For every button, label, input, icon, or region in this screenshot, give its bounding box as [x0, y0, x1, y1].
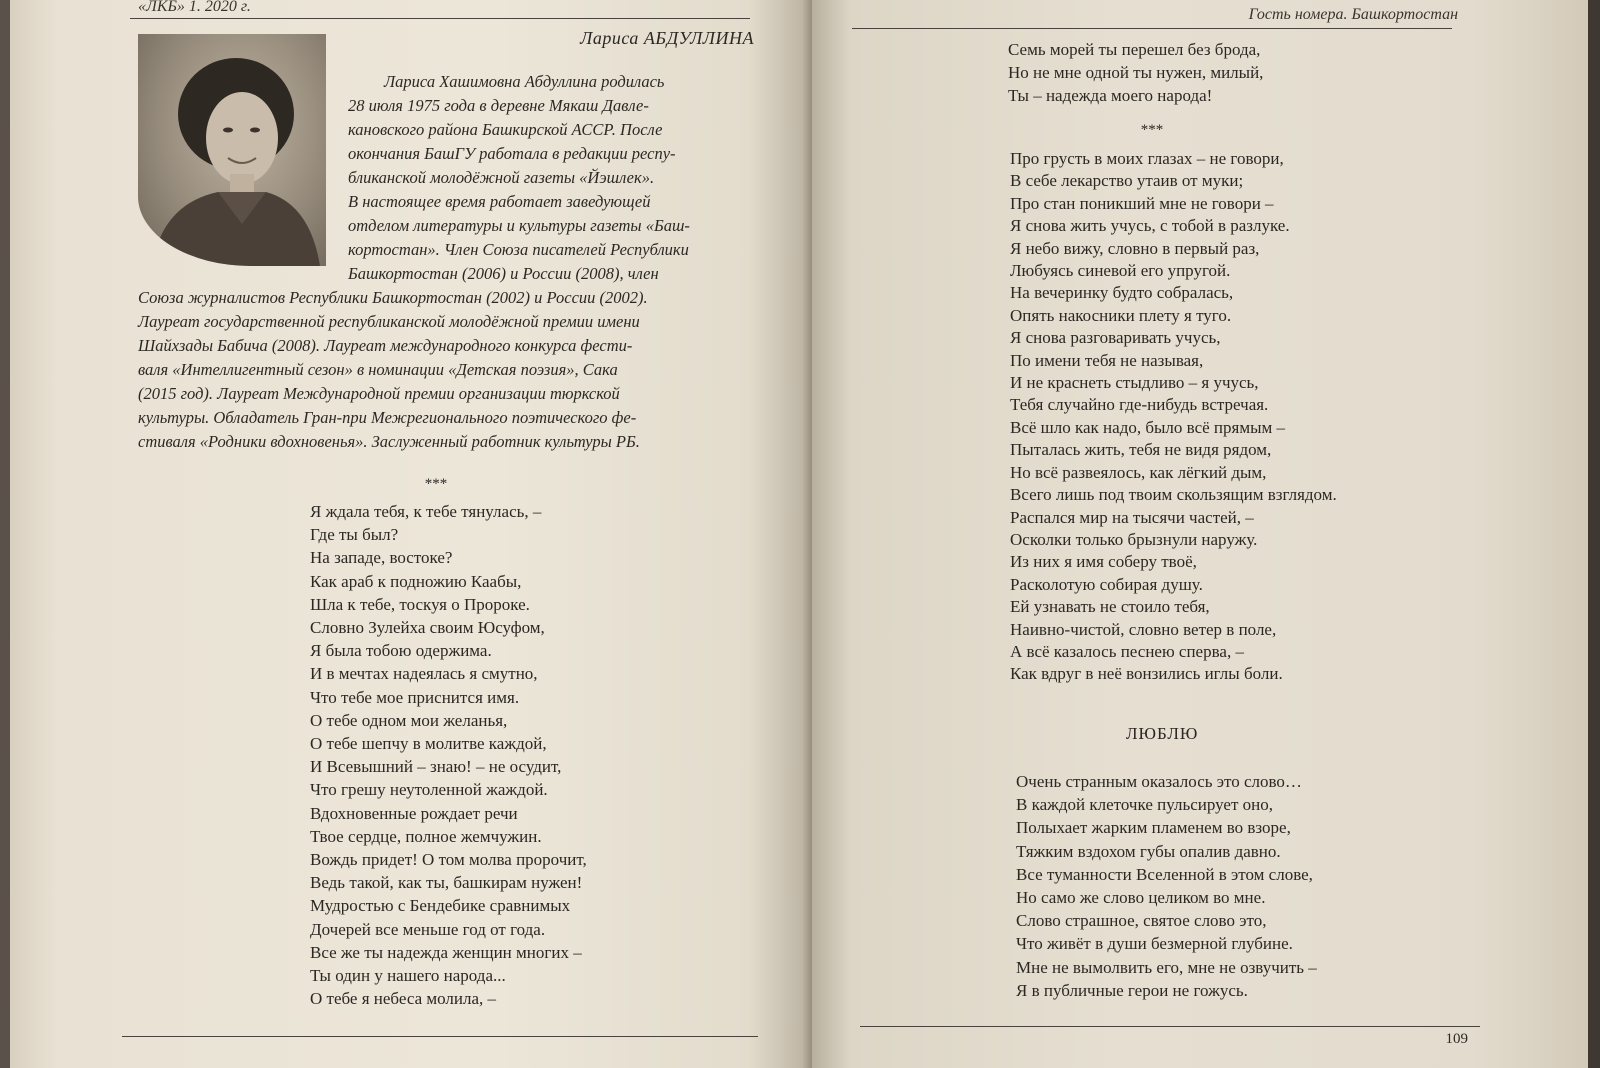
- poem-line: Осколки только брызнули наружу.: [1010, 529, 1258, 549]
- poem-line: Опять накосники плету я туго.: [1010, 305, 1232, 325]
- poem-line: Полыхает жарким пламенем во взоре,: [1016, 818, 1291, 838]
- poem-continued: [1008, 38, 1263, 108]
- poem-left: [310, 500, 587, 1010]
- poem-line: Где ты был?: [310, 525, 399, 545]
- poem-line: Наивно-чистой, словно ветер в поле,: [1010, 619, 1277, 639]
- left-page: [10, 0, 812, 1068]
- poem-line: Распался мир на тысячи частей, –: [1010, 507, 1254, 527]
- poem-line: И в мечтах надеялась я смутно,: [310, 664, 538, 684]
- poem-line: И не краснеть стыдливо – я учусь,: [1010, 373, 1259, 393]
- poem-line: Семь морей ты перешел без брода,: [1008, 40, 1261, 59]
- poem-line: Твое сердце, полное жемчужин.: [310, 826, 542, 846]
- poem-line: Про грусть в моих глазах – не говори,: [1010, 149, 1284, 168]
- poem-line: Все же ты надежда женщин многих –: [310, 942, 582, 962]
- bio-line: В настоящее время работает заведующей: [348, 192, 651, 211]
- footer-rule-right: [860, 1026, 1480, 1027]
- poem-line: Любуясь синевой его упругой.: [1010, 261, 1231, 281]
- poem-line: Но само же слово целиком во мне.: [1016, 888, 1266, 908]
- footer-rule-left: [122, 1036, 758, 1037]
- poem-line: Из них я имя соберу твоё,: [1010, 552, 1197, 572]
- poem-line: Все туманности Вселенной в этом слове,: [1016, 864, 1313, 884]
- bio-line: Лариса Хашимовна Абдуллина родилась: [384, 72, 665, 91]
- poem-line: Мне не вымолвить его, мне не озвучить –: [1016, 957, 1317, 977]
- poem-line: Вождь придет! О том молва пророчит,: [310, 850, 587, 870]
- poem-line: Как араб к подножию Каабы,: [310, 571, 522, 591]
- book-edge: [1588, 0, 1600, 1068]
- right-page: [812, 0, 1588, 1068]
- poem-line: Тебя случайно где-нибудь встречая.: [1010, 395, 1269, 415]
- section-separator: ***: [1140, 122, 1164, 138]
- bio-line: валя «Интеллигентный сезон» в номинации «Детская поэзия», Сака: [138, 360, 618, 379]
- header-rule-left: [130, 18, 750, 19]
- bio-line: Шайхзады Бабича (2008). Лауреат международного конкурса фести-: [138, 336, 633, 355]
- bio-line: кортостан». Член Союза писателей Республики: [348, 240, 689, 259]
- bio-line: Лауреат государственной республиканской молодёжной премии имени: [138, 312, 640, 331]
- bio-line: окончания БашГУ работала в редакции респу-: [348, 144, 676, 163]
- author-name: Лариса АБДУЛЛИНА: [580, 28, 754, 48]
- poem-line: Я была тобою одержима.: [310, 641, 492, 661]
- poem-line: Что тебе мое приснится имя.: [310, 687, 520, 707]
- poem-line: Я ждала тебя, к тебе тянулась, –: [310, 502, 542, 521]
- poem-line: Слово страшное, святое слово это,: [1016, 911, 1267, 931]
- poem-line: Но всё развеялось, как лёгкий дым,: [1010, 462, 1267, 482]
- bio-line: кановского района Башкирской АССР. После: [348, 120, 663, 139]
- poem-grust: [1010, 148, 1337, 686]
- poem-line: Дочерей все меньше год от года.: [310, 919, 546, 939]
- poem-line: Всего лишь под твоим скользящим взглядом.: [1010, 485, 1337, 505]
- bio-line: (2015 год). Лауреат Международной премии организации тюркской: [138, 384, 620, 403]
- bio-line: отделом литературы и культуры газеты «Баш-: [348, 216, 690, 235]
- running-head-left: «ЛКБ» 1. 2020 г.: [138, 0, 251, 15]
- poem-line: В каждой клеточке пульсирует оно,: [1016, 795, 1273, 815]
- poem-line: О тебе я небеса молила, –: [310, 989, 497, 1009]
- section-separator: ***: [424, 476, 448, 492]
- bio-line: стиваля «Родники вдохновенья». Заслуженный работник культуры РБ.: [138, 432, 640, 451]
- poem-line: Я снова разговаривать учусь,: [1010, 328, 1221, 348]
- poem-line: О тебе шепчу в молитве каждой,: [310, 734, 547, 754]
- poem-line: Ей узнавать не стоило тебя,: [1010, 597, 1210, 617]
- poem-line: Тяжким вздохом губы опалив давно.: [1016, 841, 1281, 861]
- poem-line: Про стан поникший мне не говори –: [1010, 193, 1274, 213]
- bio-line: бликанской молодёжной газеты «Йэшлек».: [348, 168, 655, 187]
- poem-line: Я небо вижу, словно в первый раз,: [1010, 238, 1260, 258]
- bio-line: культуры. Обладатель Гран-при Межрегионального поэтического фе-: [138, 408, 637, 427]
- header-rule-right: [852, 28, 1452, 29]
- poem-line: Вдохновенные рождает речи: [310, 803, 518, 823]
- poem-line: Но не мне одной ты нужен, милый,: [1008, 63, 1264, 83]
- poem-line: На вечеринку будто собралась,: [1010, 283, 1234, 303]
- poem-line: И Всевышний – знаю! – не осудит,: [310, 757, 562, 777]
- bio-line: Башкортостан (2006) и России (2008), член: [348, 264, 659, 283]
- bio-line: Союза журналистов Республики Башкортостан (2002) и России (2002).: [138, 288, 648, 307]
- poem-line: Что живёт в души безмерной глубине.: [1016, 934, 1293, 954]
- poem-title: ЛЮБЛЮ: [1126, 724, 1199, 743]
- poem-lyublyu: [1016, 770, 1317, 1002]
- poem-line: В себе лекарство утаив от муки;: [1010, 171, 1244, 191]
- poem-line: Шла к тебе, тоскуя о Пророке.: [310, 594, 530, 614]
- poem-line: Ты один у нашего народа...: [310, 966, 506, 986]
- poem-line: Как вдруг в неё вонзились иглы боли.: [1010, 664, 1283, 684]
- poem-line: Я в публичные герои не гожусь.: [1016, 980, 1248, 1000]
- poem-line: Ты – надежда моего народа!: [1008, 86, 1213, 106]
- poem-line: Всё шло как надо, было всё прямым –: [1010, 417, 1286, 437]
- poem-line: Пыталась жить, тебя не видя рядом,: [1010, 440, 1272, 460]
- poem-line: А всё казалось песнею сперва, –: [1010, 641, 1244, 661]
- page-number: 109: [1445, 1031, 1468, 1047]
- poem-line: Очень странным оказалось это слово…: [1016, 772, 1302, 791]
- poem-line: Словно Зулейха своим Юсуфом,: [310, 618, 545, 638]
- poem-line: Мудростью с Бендебике сравнимых: [310, 896, 571, 916]
- poem-line: На западе, востоке?: [310, 548, 453, 568]
- running-head-right: Гость номера. Башкортостан: [1248, 6, 1458, 23]
- bio-line: 28 июля 1975 года в деревне Мякаш Давле-: [348, 96, 649, 115]
- author-bio: [138, 70, 763, 454]
- poem-line: О тебе одном мои желанья,: [310, 710, 508, 730]
- poem-line: Расколотую собирая душу.: [1010, 574, 1203, 594]
- poem-line: Я снова жить учусь, с тобой в разлуке.: [1010, 216, 1290, 236]
- poem-line: Ведь такой, как ты, башкирам нужен!: [310, 873, 583, 893]
- poem-line: Что грешу неутоленной жаждой.: [310, 780, 548, 800]
- poem-line: По имени тебя не называя,: [1010, 350, 1204, 370]
